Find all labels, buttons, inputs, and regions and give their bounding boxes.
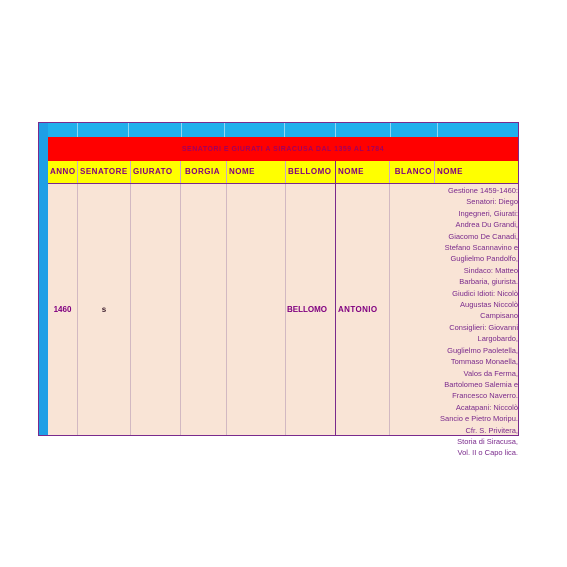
notes-line: Guglielmo Pandolfo, xyxy=(450,254,518,264)
header-anno: ANNO xyxy=(48,161,78,183)
column-header-strip xyxy=(48,123,518,137)
notes-line: Stefano Scannavino e xyxy=(444,243,518,253)
cell-nome-1 xyxy=(227,184,286,435)
notes-line: Sancio e Pietro Moripu. xyxy=(440,414,518,424)
header-nome-1: NOME xyxy=(227,161,286,183)
notes-line: Largobardo, xyxy=(477,334,518,344)
notes-line: Tommaso Monaella, xyxy=(450,357,518,367)
table-title: SENATORI E GIURATI A SIRACUSA DAL 1359 AL 1784 xyxy=(48,137,518,162)
notes-line: Valos da Ferma, xyxy=(463,368,518,378)
cell-blanco xyxy=(390,184,420,435)
notes-line: Augustas Niccolò xyxy=(460,300,518,310)
header-borgia: BORGIA xyxy=(181,161,227,183)
notes-line: Giudici Idioti: Nicolò xyxy=(452,288,518,298)
header-row xyxy=(48,161,518,184)
notes-line: Andrea Du Grandi, xyxy=(455,220,518,230)
header-senatore: SENATORE xyxy=(78,161,131,183)
cell-senatore: s xyxy=(78,184,131,435)
notes-line: Consiglieri: Giovanni xyxy=(449,322,518,332)
cell-giurato xyxy=(131,184,181,435)
cell-notes xyxy=(420,184,520,458)
notes-line: Senatori: Diego xyxy=(466,197,518,207)
notes-line: Storia di Siracusa, xyxy=(457,436,518,446)
header-bellomo: BELLOMO xyxy=(286,161,336,183)
cell-nome-2: ANTONIO xyxy=(336,184,390,435)
notes-line: Giacomo De Canadi, xyxy=(448,231,518,241)
spreadsheet-table xyxy=(38,122,519,458)
header-blanco: BLANCO xyxy=(390,161,435,183)
table-row xyxy=(48,184,518,458)
header-giurato: GIURATO xyxy=(131,161,181,183)
header-nome-2: NOME xyxy=(336,161,390,183)
notes-line: Ingegneri, Giurati: xyxy=(458,208,518,218)
notes-line: Gestione 1459-1460: xyxy=(447,186,518,195)
notes-line: Francesco Naverro. xyxy=(452,391,518,401)
notes-line: Sindaco: Matteo xyxy=(463,265,518,275)
notes-line: Campisano xyxy=(480,311,518,321)
notes-line: Barbaria, giurista. xyxy=(459,277,518,287)
notes-line: Guglielmo Paoletella, xyxy=(447,345,518,355)
header-nome-3: NOME xyxy=(437,167,463,176)
cell-anno: 1460 xyxy=(48,184,78,435)
notes-line: Bartolomeo Salemia e xyxy=(444,379,518,389)
notes-line: Cfr. S. Privitera, xyxy=(465,425,518,435)
cell-borgia xyxy=(181,184,227,435)
notes-line: Acatapani: Niccolò xyxy=(455,402,518,412)
cell-bellomo: BELLOMO xyxy=(286,184,336,435)
notes-line: Vol. II o Capo lica. xyxy=(457,448,518,458)
row-header-strip xyxy=(39,123,48,435)
